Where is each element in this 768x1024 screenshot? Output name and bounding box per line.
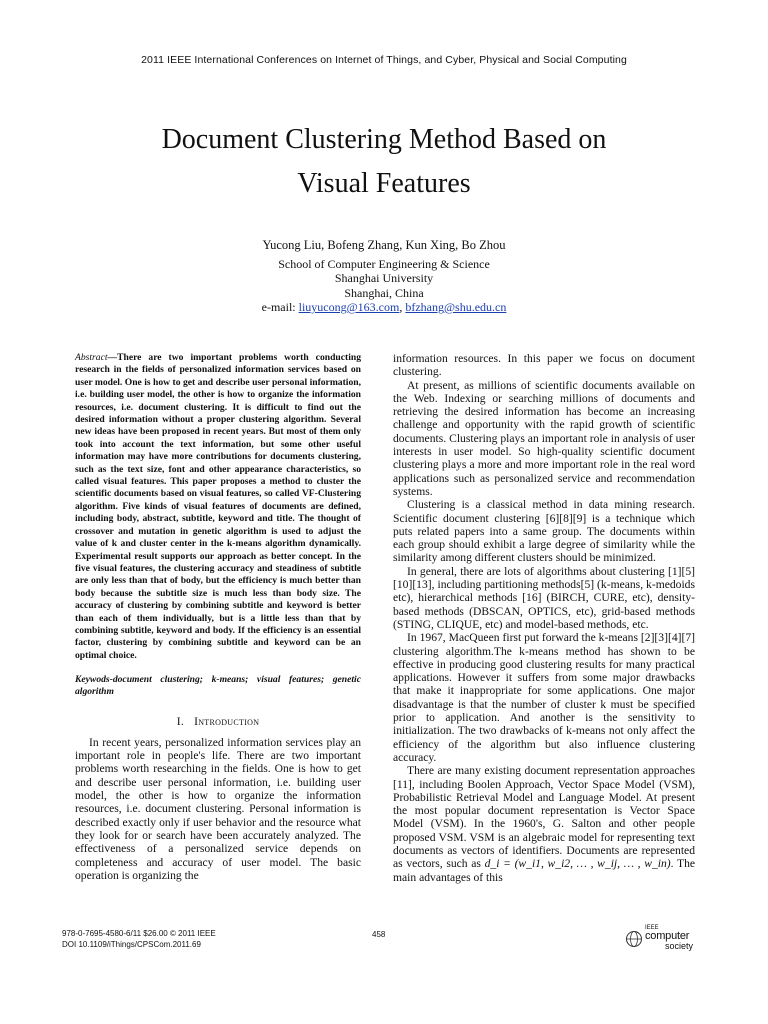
email-link-1[interactable]: liuyucong@163.com <box>298 300 400 314</box>
abstract-dash: — <box>107 352 118 363</box>
left-column <box>75 352 361 882</box>
footer-publication-info <box>62 928 216 950</box>
author-names: Yucong Liu, Bofeng Zhang, Kun Xing, Bo Zhou <box>262 238 506 252</box>
section-title: Introduction <box>194 714 260 728</box>
logo-computer-text: computer <box>645 930 690 942</box>
vector-formula: d_i = (w_i1, w_i2, … , w_ij, … , w_in) <box>484 857 671 871</box>
abstract-label: Abstract <box>75 352 108 363</box>
affiliation-school: School of Computer Engineering & Science <box>278 256 490 271</box>
logo-society-text: society <box>665 941 694 951</box>
footer-isbn: 978-0-7695-4580-6/11 $26.00 © 2011 IEEE <box>62 929 216 938</box>
affiliation-university: Shanghai University <box>334 271 434 285</box>
body-paragraph-3: Clustering is a classical method in data mining research. Scientific document clustering [6][8][9] is a technique which puts related papers into a same group. The documents within each group should exhibit a large degree of similarity while the similarity among different clusters should be minimized. <box>393 498 695 565</box>
page-number: 458 <box>372 930 386 939</box>
right-column <box>393 352 695 884</box>
paper-title <box>60 118 708 206</box>
email-line <box>0 300 768 315</box>
body-paragraph-6-text: There are many existing document representation approaches [11], including Boolen Approach, Vector Space Model (VSM), Probabilistic Retrieval Model and Language Model. At present the most popular document representation is Vector Space Model (VSM). In the 1960's, G. Salton and other people proposed VSM. VSM is an algebraic model for representing text documents as vectors of identifiers. Documents are represented as vectors, such as <box>393 764 695 871</box>
author-block <box>0 238 768 315</box>
ieee-computer-society-logo <box>625 925 695 953</box>
email-prefix: e-mail: <box>261 300 299 314</box>
formula-tail: . The main advantages of this <box>393 857 696 884</box>
body-paragraph-continued: information resources. In this paper we focus on document clustering. <box>393 352 695 379</box>
section-number: I. <box>176 714 185 728</box>
section-heading-introduction <box>75 715 361 728</box>
body-paragraph-2: At present, as millions of scientific documents available on the Web. Indexing or searching millions of documents and retrieving the desired information has become an increasing challenge and opportunity with the rapid growth of scientific documents. Clustering plays an important role in analysis of user interests in user model. So high-quality scientific document clustering plays a more and more important role in the real word applications such as personalized service and recommendation systems. <box>393 378 695 498</box>
affiliation-location: Shanghai, China <box>344 285 424 300</box>
title-line-1: Document Clustering Method Based on <box>161 124 607 155</box>
title-line-2: Visual Features <box>297 168 471 199</box>
intro-paragraph-1: In recent years, personalized information services play an important role in people's life. There are two important problems worth researching in the fields. One is how to get and describe user personal information, i.e. building user model, the other is how to organize the information resources, i.e. document clustering. Personal information is described exactly only if user behavior and the resource what they look for or search have been accurately analyzed. The effectiveness of a personalized service depends on completeness and accuracy of user model. The basic operation is organizing the <box>75 735 361 882</box>
conference-header: 2011 IEEE International Conferences on Internet of Things, and Cyber, Physical and Social Computing <box>141 54 627 66</box>
globe-icon <box>625 930 643 948</box>
logo-ieee-text: IEEE <box>645 925 659 931</box>
email-separator: , <box>399 300 406 314</box>
abstract-body: There are two important problems worth conducting research in the fields of personalized information services based on user model. One is how to get and describe user personal information, i.e. building user model, the other is how to organize the information resources, i.e. document clustering. It is difficult to find out the desired information without a proper clustering algorithm. Several new ideas have been proposed in recent years. But most of them only took into account the text information, but some other useful information may have more contributions for documents clustering, such as the text size, font and other appearance characteristics, so called visual features. This paper proposes a method to cluster the scientific documents based on visual features, so called VF-Clustering algorithm. Five kinds of visual features of documents are defined, including body, abstract, subtitle, keyword and title. The thought of crossover and mutation in genetic algorithm is used to adjust the value of k and cluster center in the k-means algorithm dynamically. Experimental result supports our approach as better concept. In the five visual features, the clustering accuracy and steadiness of subtitle are only less than that of body, but the efficiency is much better than body because the subtitle size is much less than body size. The accuracy of clustering by combining subtitle and keyword is better than each of them individually, but is a little less than that by combining subtitle, keyword and body. If the efficiency is an essential factor, clustering by combining subtitle and keyword can be an optimal choice. <box>75 352 361 661</box>
body-paragraph-6 <box>393 764 695 884</box>
email-link-2[interactable]: bfzhang@shu.edu.cn <box>405 300 507 314</box>
body-paragraph-5: In 1967, MacQueen first put forward the k-means [2][3][4][7] clustering algorithm.The k-means method has shown to be effective in producing good clustering results for many practical applications. However it suffers from some major drawbacks that make it inappropriate for some applications. One major disadvantage is that the number of cluster k must be specified prior to application. And another is the sensitivity to initialization. The two drawbacks of k-means not only affect the efficiency of the algorithm but also influence clustering accuracy. <box>393 631 695 764</box>
footer-doi: DOI 10.1109/iThings/CPSCom.2011.69 <box>62 940 201 949</box>
keywords: Keywods-document clustering; k-means; visual features; genetic algorithm <box>75 674 361 698</box>
abstract <box>75 352 361 662</box>
body-paragraph-4: In general, there are lots of algorithms about clustering [1][5][10][13], including partitioning methods[5] (k-means, k-medoids etc), hierarchical methods [16] (BIRCH, CURE, etc), density-based methods (DBSCAN, OPTICS, etc), grid-based methods (STING, CLIQUE, etc) and model-based methods, etc. <box>393 564 695 631</box>
